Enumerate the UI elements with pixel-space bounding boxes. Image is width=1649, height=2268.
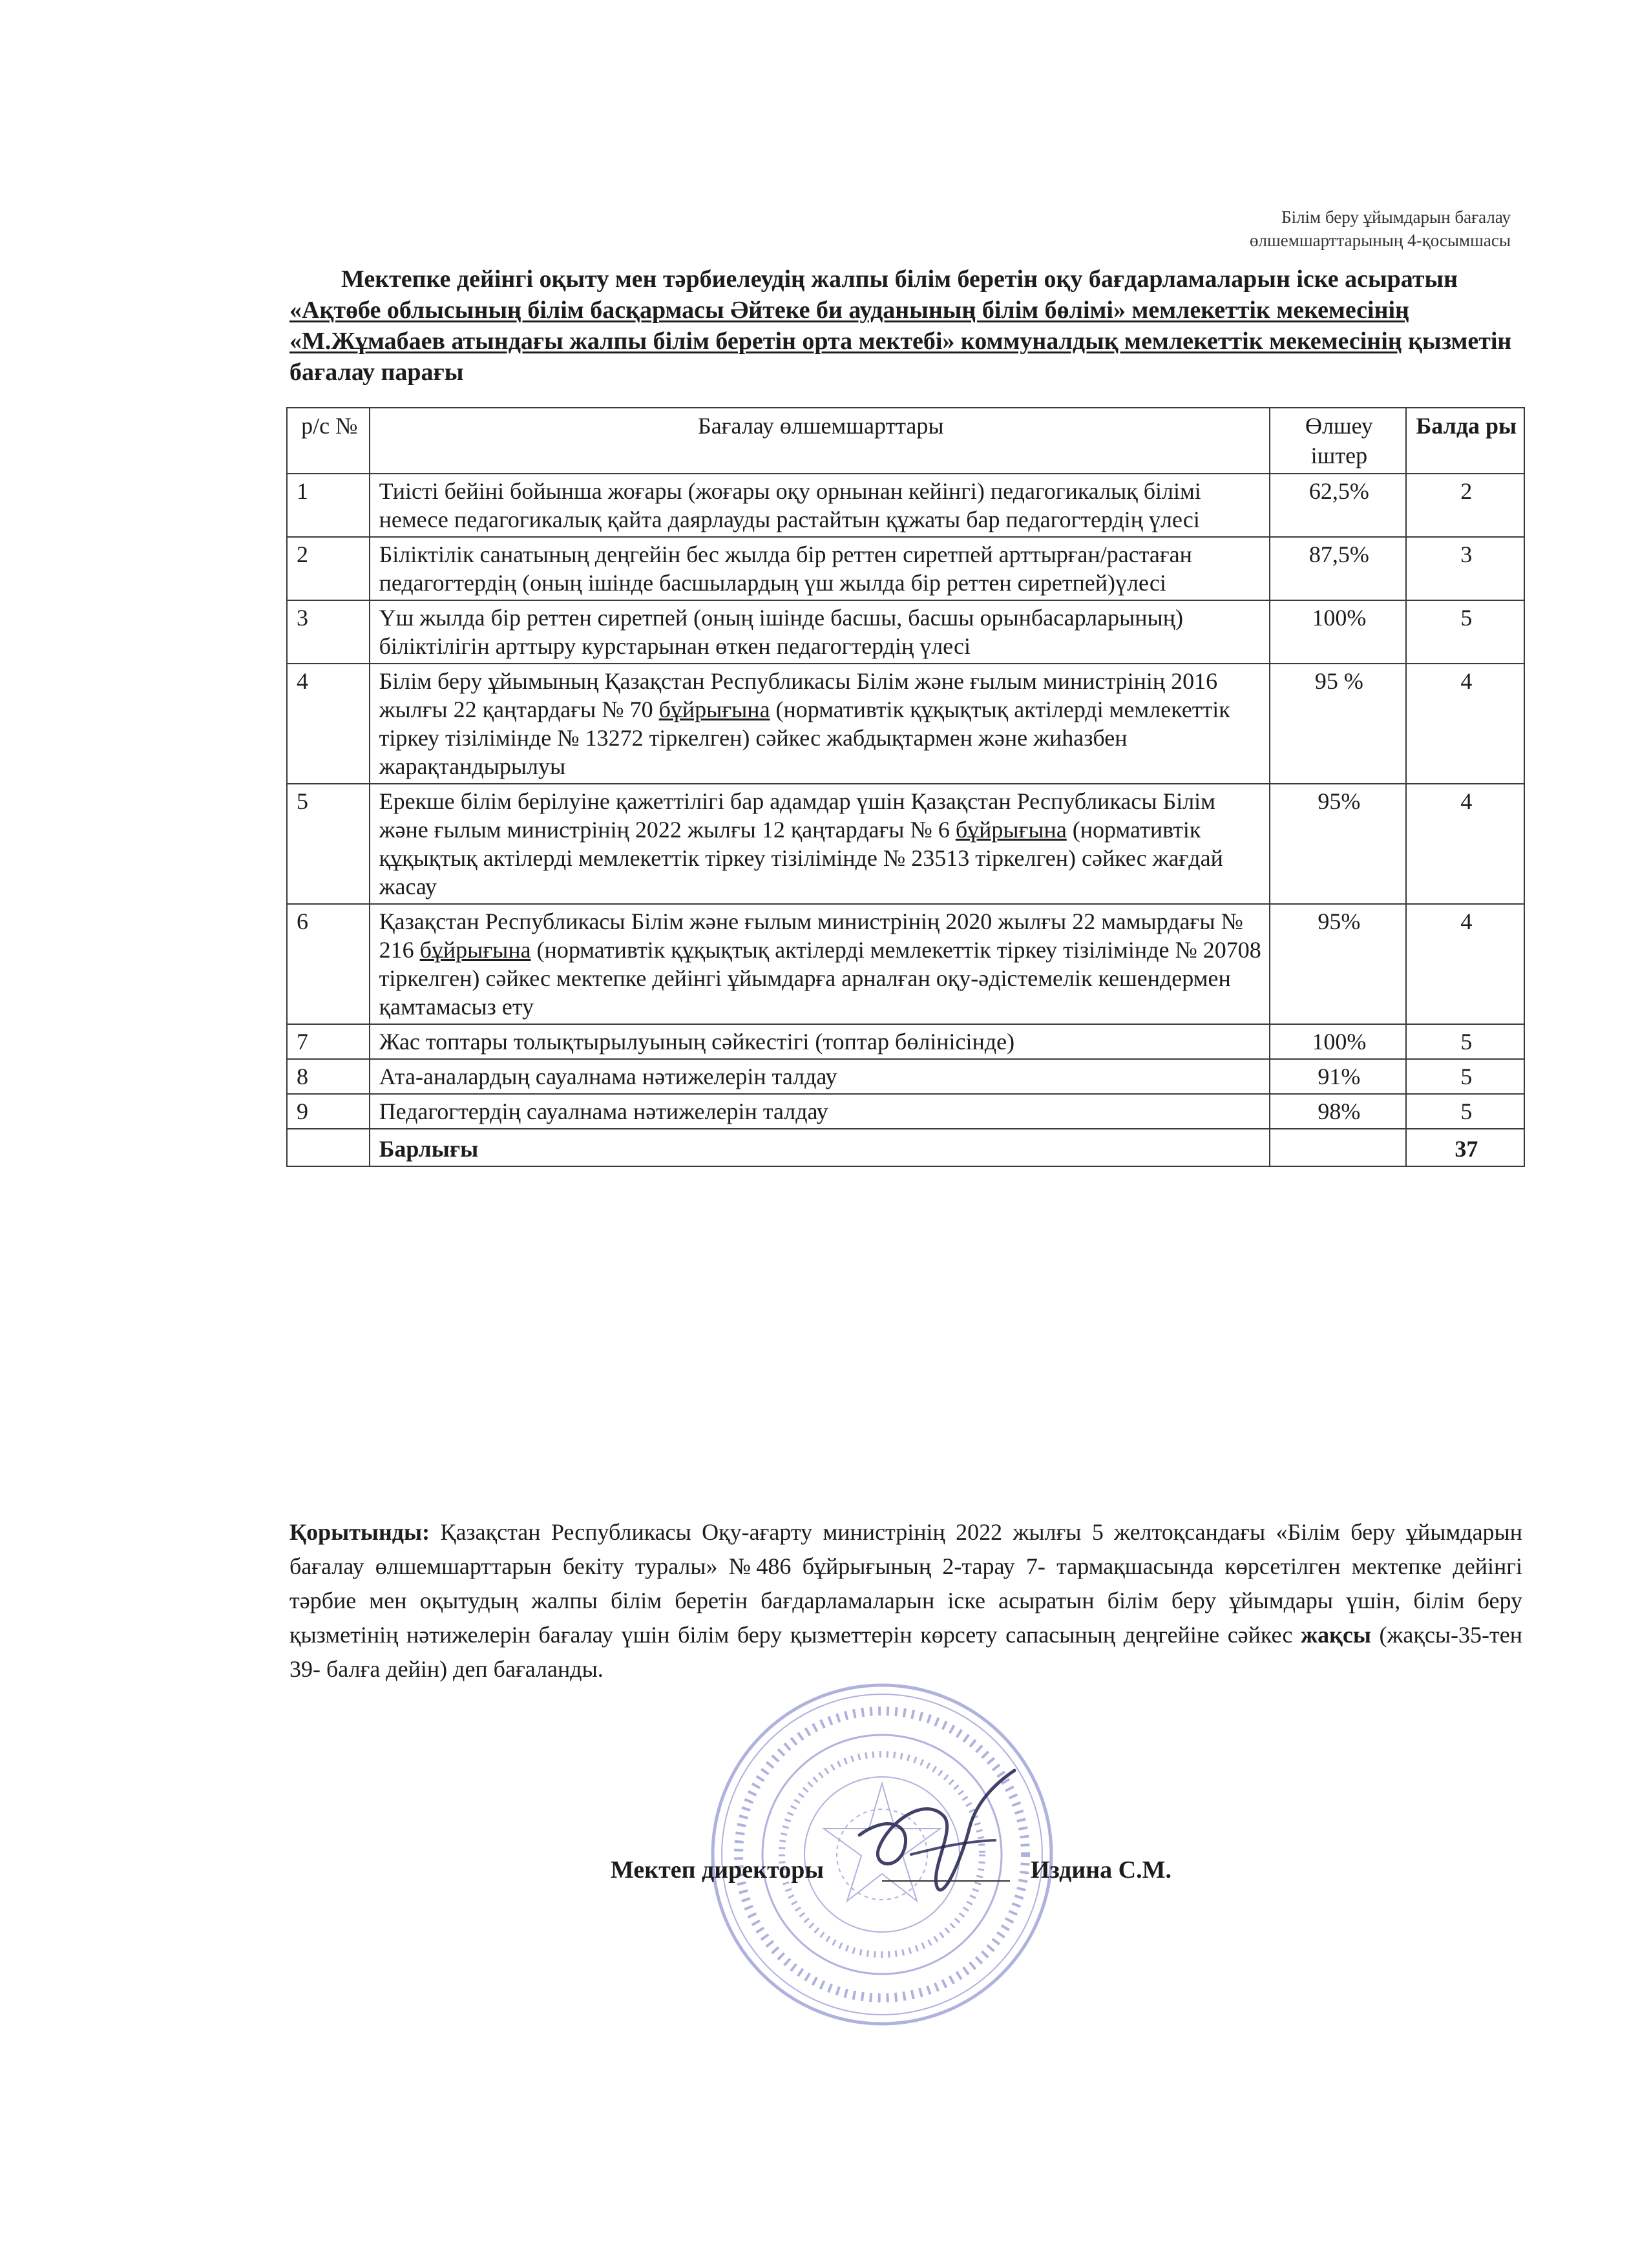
row-number: 7 xyxy=(287,1024,370,1059)
header-number: р/с № xyxy=(287,408,370,474)
evaluation-table xyxy=(286,407,1525,1167)
title-part-2: қызметін бағалау парағы xyxy=(289,328,1512,386)
row-criteria xyxy=(370,664,1270,784)
total-measure-empty xyxy=(1270,1129,1406,1166)
row-number: 9 xyxy=(287,1094,370,1129)
table-row xyxy=(287,1024,1524,1059)
row-number: 1 xyxy=(287,474,370,537)
table-row xyxy=(287,474,1524,537)
table-body xyxy=(287,474,1524,1166)
criteria-text-cont: (нормативтік құқықтық актілерді мемлекеттік тіркеу тізілімінде № 13272 тіркелген) сәйкес жабдықтармен және жиһазбен жарақтандырылуы xyxy=(379,697,1230,779)
criteria-text: Жас топтары толықтырылуының сәйкестігі (топтар бөлінісінде) xyxy=(379,1029,1015,1055)
conclusion-text-2: (жақсы-35-тен 39- балға дейін) деп бағаланды. xyxy=(289,1622,1523,1682)
total-score: 37 xyxy=(1406,1129,1524,1166)
row-score: 4 xyxy=(1406,664,1524,784)
row-score: 4 xyxy=(1406,784,1524,904)
document-title xyxy=(289,264,1537,388)
conclusion-lead: Қорытынды: xyxy=(289,1519,430,1545)
criteria-text-cont: (нормативтік құқықтық актілерді мемлекеттік тіркеу тізілімінде № 20708 тіркелген) сәйкес мектепке дейінгі ұйымдарға арналған оқу-әдістемелік кешендермен қамтамасыз ету xyxy=(379,937,1261,1020)
row-criteria xyxy=(370,1024,1270,1059)
row-criteria xyxy=(370,1094,1270,1129)
row-number: 6 xyxy=(287,904,370,1024)
order-link[interactable]: бұйрығына xyxy=(955,817,1067,843)
row-criteria xyxy=(370,784,1270,904)
row-criteria xyxy=(370,474,1270,537)
criteria-text: Ата-аналардың сауалнама нәтижелерін талдау xyxy=(379,1064,837,1089)
table-row xyxy=(287,664,1524,784)
row-score: 5 xyxy=(1406,1094,1524,1129)
table-row xyxy=(287,1059,1524,1094)
total-empty-cell xyxy=(287,1129,370,1166)
criteria-text: Ерекше білім берілуіне қажеттілігі бар адамдар үшін Қазақстан Республикасы Білім және ғылым министрінің 2022 жылғы 12 қаңтардағы № 6 xyxy=(379,788,1215,843)
row-score: 4 xyxy=(1406,904,1524,1024)
table-row xyxy=(287,1094,1524,1129)
title-organization: «Ақтөбе облысының білім басқармасы Әйтеке би ауданының білім бөлімі» мемлекеттік мекемесінің «М.Жұмабаев атындағы жалпы білім беретін орта мектебі» коммуналдық мемлекеттік мекемесінің xyxy=(289,297,1409,355)
row-measure: 95% xyxy=(1270,904,1406,1024)
table-row xyxy=(287,537,1524,600)
row-measure: 91% xyxy=(1270,1059,1406,1094)
row-score: 3 xyxy=(1406,537,1524,600)
row-measure: 100% xyxy=(1270,1024,1406,1059)
row-measure: 95% xyxy=(1270,784,1406,904)
criteria-text: Білім беру ұйымының Қазақстан Республикасы Білім және ғылым министрінің 2016 жылғы 22 қаңтардағы № 70 xyxy=(379,668,1218,722)
row-number: 3 xyxy=(287,600,370,664)
criteria-text: Педагогтердің сауалнама нәтижелерін талдау xyxy=(379,1098,828,1124)
total-row xyxy=(287,1129,1524,1166)
row-measure: 62,5% xyxy=(1270,474,1406,537)
row-score: 5 xyxy=(1406,600,1524,664)
conclusion-paragraph xyxy=(289,1515,1522,1686)
row-score: 5 xyxy=(1406,1059,1524,1094)
appendix-note-line-1: Білім беру ұйымдарын бағалау xyxy=(1281,207,1511,227)
total-label: Барлығы xyxy=(370,1129,1270,1166)
criteria-text: Біліктілік санатының деңгейін бес жылда бір реттен сиретпей арттырған/растаған педагогтердің (оның ішінде басшылардың үш жылда бір реттен сиретпей)үлесі xyxy=(379,541,1192,596)
header-criteria: Бағалау өлшемшарттары xyxy=(370,408,1270,474)
title-part-1: Мектепке дейінгі оқыту мен тәрбиелеудің жалпы білім беретін оқу бағдарламаларын іске асыратын xyxy=(341,266,1458,293)
handwritten-signature-icon xyxy=(834,1758,1027,1919)
director-name: Издина С.М. xyxy=(1031,1856,1171,1884)
director-title: Мектеп директоры xyxy=(611,1856,824,1884)
row-number: 5 xyxy=(287,784,370,904)
conclusion-text-1: Қазақстан Республикасы Оқу-ағарту министрінің 2022 жылғы 5 желтоқсандағы «Білім беру ұйымдарын бағалау өлшемшарттарын бекіту туралы» №486 бұйрығының 2-тарау 7- тармақшасында көрсетілген мектепке дейінгі тәрбие мен оқытудың жалпы білім беретін бағдарламаларын іске асыратын білім беру ұйымдары үшін, білім беру қызметінің нәтижелерін бағалау үшін білім беру қызметтерін көрсету сапасының деңгейіне сәйкес xyxy=(289,1519,1522,1648)
header-measure: Өлшеу іштер xyxy=(1270,408,1406,474)
table-row xyxy=(287,784,1524,904)
row-criteria xyxy=(370,600,1270,664)
row-measure: 95 % xyxy=(1270,664,1406,784)
criteria-text: Тиісті бейіні бойынша жоғары (жоғары оқу орнынан кейінгі) педагогикалық білімі немесе педагогикалық қайта даярлауды растайтын құжаты бар педагогтердің үлесі xyxy=(379,478,1201,532)
criteria-text-cont: (нормативтік құқықтық актілерді мемлекеттік тіркеу тізілімінде № 23513 тіркелген) сәйкес жағдай жасау xyxy=(379,817,1223,899)
criteria-text: Қазақстан Республикасы Білім және ғылым министрінің 2020 жылғы 22 мамырдағы № 216 xyxy=(379,908,1243,963)
order-link[interactable]: бұйрығына xyxy=(419,937,531,963)
row-number: 2 xyxy=(287,537,370,600)
signature-line xyxy=(882,1880,1010,1882)
row-number: 4 xyxy=(287,664,370,784)
title-text xyxy=(289,264,1537,388)
row-criteria xyxy=(370,904,1270,1024)
appendix-note xyxy=(1058,205,1511,252)
row-number: 8 xyxy=(287,1059,370,1094)
table-row xyxy=(287,600,1524,664)
row-criteria xyxy=(370,537,1270,600)
table-row xyxy=(287,904,1524,1024)
appendix-note-line-2: өлшемшарттарының 4-қосымшасы xyxy=(1250,231,1511,250)
table-header-row xyxy=(287,408,1524,474)
row-measure: 98% xyxy=(1270,1094,1406,1129)
row-score: 5 xyxy=(1406,1024,1524,1059)
conclusion-grade: жақсы xyxy=(1301,1622,1371,1648)
row-criteria xyxy=(370,1059,1270,1094)
criteria-text: Үш жылда бір реттен сиретпей (оның ішінде басшы, басшы орынбасарларының) біліктілігін арттыру курстарынан өткен педагогтердің үлесі xyxy=(379,605,1183,659)
row-measure: 100% xyxy=(1270,600,1406,664)
row-measure: 87,5% xyxy=(1270,537,1406,600)
order-link[interactable]: бұйрығына xyxy=(658,697,770,722)
row-score: 2 xyxy=(1406,474,1524,537)
header-score: Балда ры xyxy=(1406,408,1524,474)
